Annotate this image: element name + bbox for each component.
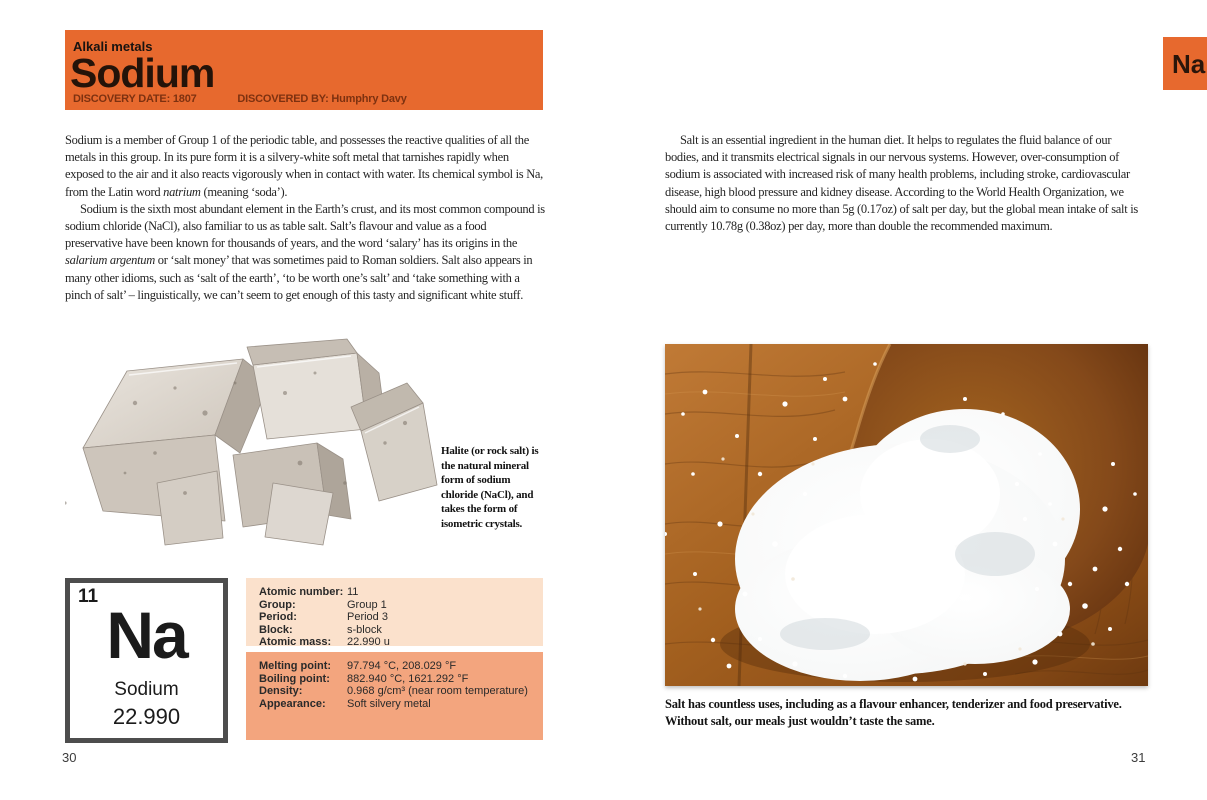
fact-row — [259, 624, 535, 637]
fact-row — [259, 698, 535, 711]
right-body-text — [665, 132, 1145, 235]
tile-symbol: Na — [106, 598, 187, 672]
facts-panel-primary — [246, 578, 543, 649]
tile-element-name: Sodium — [114, 679, 179, 700]
salt-photo — [665, 344, 1148, 686]
page-number-left: 30 — [62, 750, 77, 765]
fact-row — [259, 673, 535, 686]
facts-panel-secondary — [246, 652, 543, 740]
fact-label: Atomic mass: — [259, 636, 332, 649]
paragraph: Sodium is a member of Group 1 of the periodic table, and possesses the reactive qualities of all the metals in this group. In its pure form it is a silvery-white soft metal that tarnishes rapidly when exposed to the air and it also reacts vigorously when in contact with water. Its chemical symbol is Na, from the Latin word natrium (meaning ‘soda’). — [65, 133, 544, 199]
paragraph: Salt is an essential ingredient in the human diet. It helps to regulates the fluid balance of our bodies, and it transmits electrical signals in our nervous systems. However, over-consumption of sodium is associated with increased risk of many health problems, including stroke, cardiovascular disease, high blood pressure and kidney disease. According to the World Health Organization, we should aim to consume no more than 5g (0.17oz) of salt per day, but the global mean intake of salt is currently 10.78g (0.38oz) per day, more than double the recommended maximum. — [665, 133, 1138, 234]
element-category-label: Alkali metals — [73, 39, 153, 54]
corner-symbol-text: Na — [1172, 49, 1206, 79]
halite-caption: Halite (or rock salt) is the natural mineral form of sodium chloride (NaCl), and takes the form of isometric crystals. — [441, 445, 539, 530]
fact-value: 97.794 °C, 208.029 °F — [347, 660, 457, 672]
corner-symbol-tab — [1163, 37, 1207, 90]
fact-label: Density: — [259, 685, 303, 698]
fact-row — [259, 599, 535, 612]
fact-value: Period 3 — [347, 611, 388, 624]
discovered-by-label: DISCOVERED BY: Humphry Davy — [237, 93, 407, 105]
tile-atomic-mass: 22.990 — [112, 704, 181, 729]
fact-value: Group 1 — [347, 598, 387, 611]
left-body-text — [65, 132, 545, 304]
fact-label: Boiling point: — [259, 672, 330, 685]
fact-value: Soft silvery metal — [347, 697, 431, 710]
tile-atomic-number: 11 — [78, 586, 99, 607]
fact-row — [259, 685, 535, 698]
paragraph: Sodium is the sixth most abundant element in the Earth’s crust, and its most common compound is sodium chloride (NaCl), also familiar to us as table salt. Salt’s flavour and value as a food preservative have been known for thousands of years, and the word ‘salary’ has its origins in the salarium argentum or ‘salt money’ that was sometimes paid to Roman soldiers. Salt also appears in many other idioms, such as ‘salt of the earth’, ‘to be worth one’s salt’ and ‘take something with a pinch of salt’ – linguistically, we can’t seem to get enough of this tasty and significant white stuff. — [65, 201, 545, 302]
fact-label: Melting point: — [259, 660, 332, 672]
fact-label: Atomic number: — [259, 586, 344, 598]
fact-label: Group: — [259, 598, 296, 611]
fact-value: 0.968 g/cm³ (near room temperature) — [347, 685, 528, 698]
fact-value: 882.940 °C, 1621.292 °F — [347, 672, 469, 685]
page-number-right: 31 — [1131, 750, 1146, 765]
element-title: Sodium — [70, 50, 215, 96]
halite-photo — [65, 333, 440, 559]
discovery-date-label: DISCOVERY DATE: 1807 — [73, 93, 197, 105]
fact-label: Appearance: — [259, 697, 326, 710]
element-tile — [65, 578, 228, 743]
fact-label: Period: — [259, 611, 297, 624]
fact-row — [259, 636, 535, 649]
fact-row — [259, 586, 535, 599]
salt-photo-caption: Salt has countless uses, including as a flavour enhancer, tenderizer and food preservative. Without salt, our meals just wouldn’t taste the same. — [665, 697, 1122, 728]
fact-value: 11 — [347, 586, 359, 598]
fact-row — [259, 611, 535, 624]
fact-value: 22.990 u — [347, 636, 390, 649]
discovery-meta — [73, 93, 407, 105]
fact-value: s-block — [347, 623, 382, 636]
fact-label: Block: — [259, 623, 293, 636]
fact-row — [259, 660, 535, 673]
element-header-banner — [65, 30, 543, 110]
